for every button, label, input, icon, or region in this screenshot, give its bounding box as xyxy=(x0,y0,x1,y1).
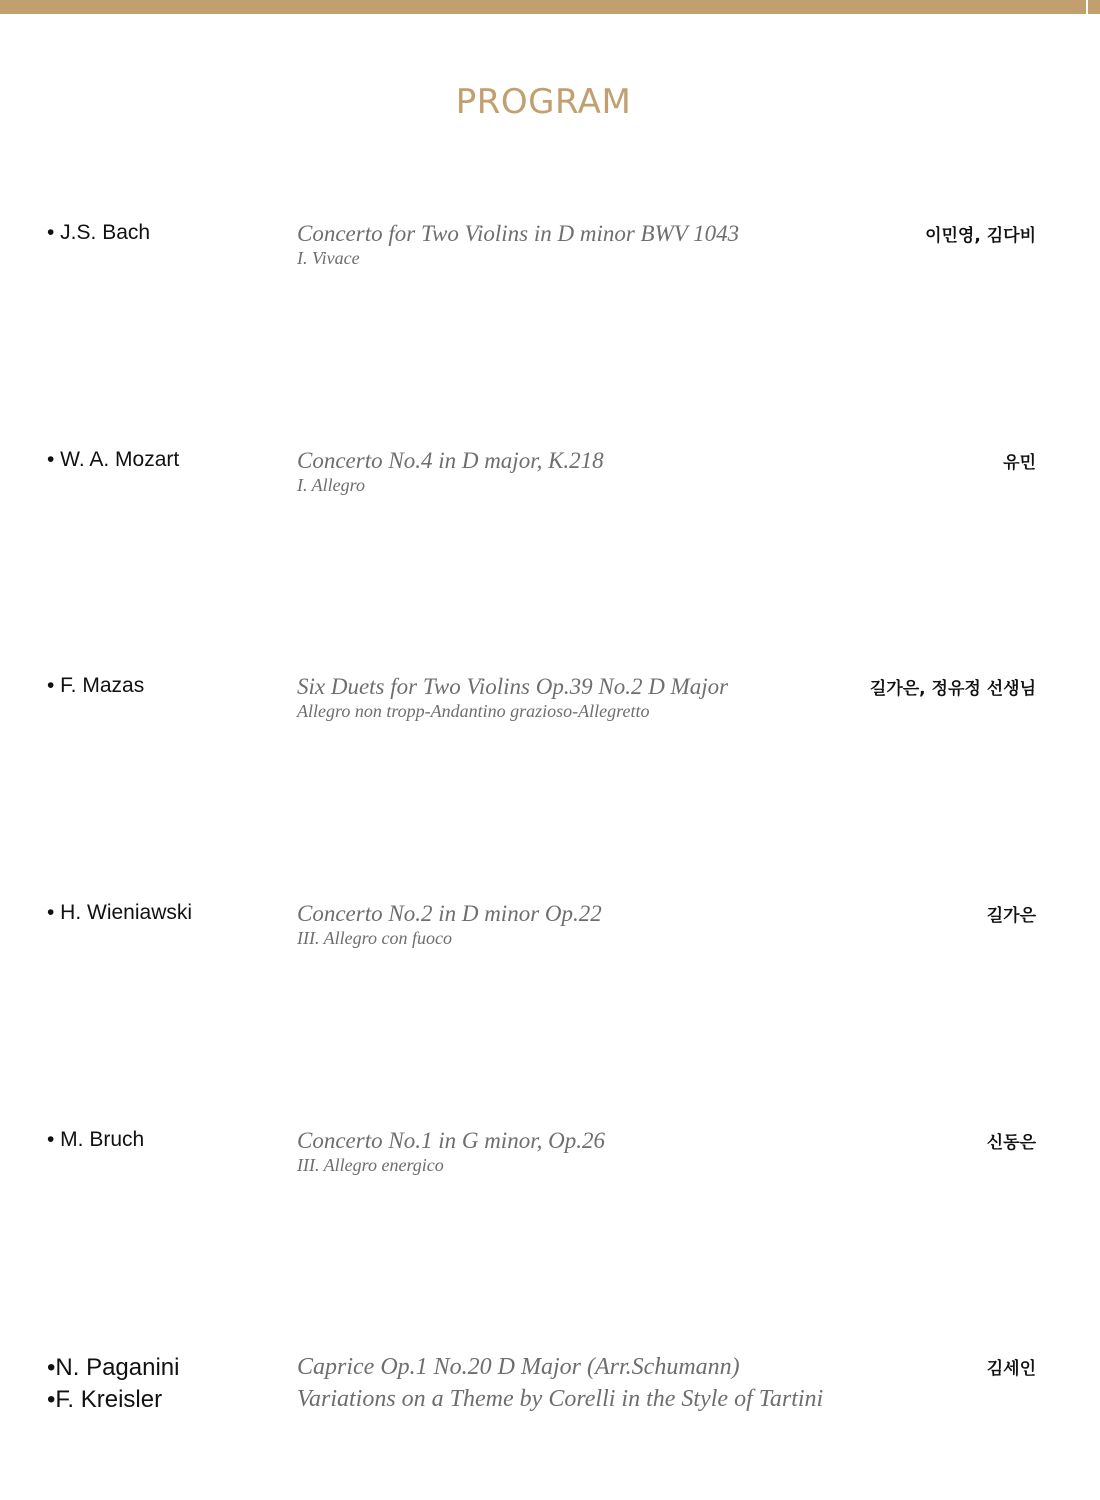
program-item-wieniawski xyxy=(0,901,1100,981)
performer-names: 길가은 xyxy=(986,906,1036,926)
performer-names: 유민 xyxy=(1003,453,1036,473)
program-item-mazas xyxy=(0,674,1100,754)
work-title: Six Duets for Two Violins Op.39 No.2 D Major xyxy=(297,674,729,699)
composer-name: • H. Wieniawski xyxy=(47,901,193,924)
composer-name: • W. A. Mozart xyxy=(47,448,180,471)
program-item-mozart xyxy=(0,448,1100,528)
top-bar-notch xyxy=(1086,0,1088,14)
program-item-paganini-kreisler xyxy=(0,1354,1100,1424)
work-title: Concerto No.4 in D major, K.218 xyxy=(297,448,604,473)
work-movement: I. Vivace xyxy=(297,248,360,268)
work-title: Concerto No.2 in D minor Op.22 xyxy=(297,901,602,926)
composer-name-paganini: •N. Paganini xyxy=(47,1354,180,1381)
performer-names: 이민영, 김다비 xyxy=(925,226,1036,246)
composer-name-kreisler: •F. Kreisler xyxy=(47,1386,163,1413)
page-title: PROGRAM xyxy=(455,82,632,122)
work-title-caprice: Caprice Op.1 No.20 D Major (Arr.Schumann) xyxy=(297,1354,740,1380)
program-item-bach xyxy=(0,221,1100,301)
work-movement: Allegro non tropp-Andantino grazioso-Allegretto xyxy=(297,701,650,721)
performer-names: 신동은 xyxy=(986,1133,1036,1153)
work-title: Concerto for Two Violins in D minor BWV 1043 xyxy=(297,221,740,246)
program-item-bruch xyxy=(0,1128,1100,1208)
composer-name: • F. Mazas xyxy=(47,674,145,697)
work-title-variations: Variations on a Theme by Corelli in the Style of Tartini xyxy=(297,1386,824,1412)
work-movement: III. Allegro con fuoco xyxy=(297,928,452,948)
performer-names: 길가은, 정유정 선생님 xyxy=(869,679,1036,699)
performer-names: 김세인 xyxy=(986,1359,1036,1379)
work-title: Concerto No.1 in G minor, Op.26 xyxy=(297,1128,605,1153)
composer-name: • J.S. Bach xyxy=(47,221,151,244)
top-accent-bar xyxy=(0,0,1100,14)
work-movement: III. Allegro energico xyxy=(297,1155,444,1175)
composer-name: • M. Bruch xyxy=(47,1128,145,1151)
work-movement: I. Allegro xyxy=(297,475,365,495)
